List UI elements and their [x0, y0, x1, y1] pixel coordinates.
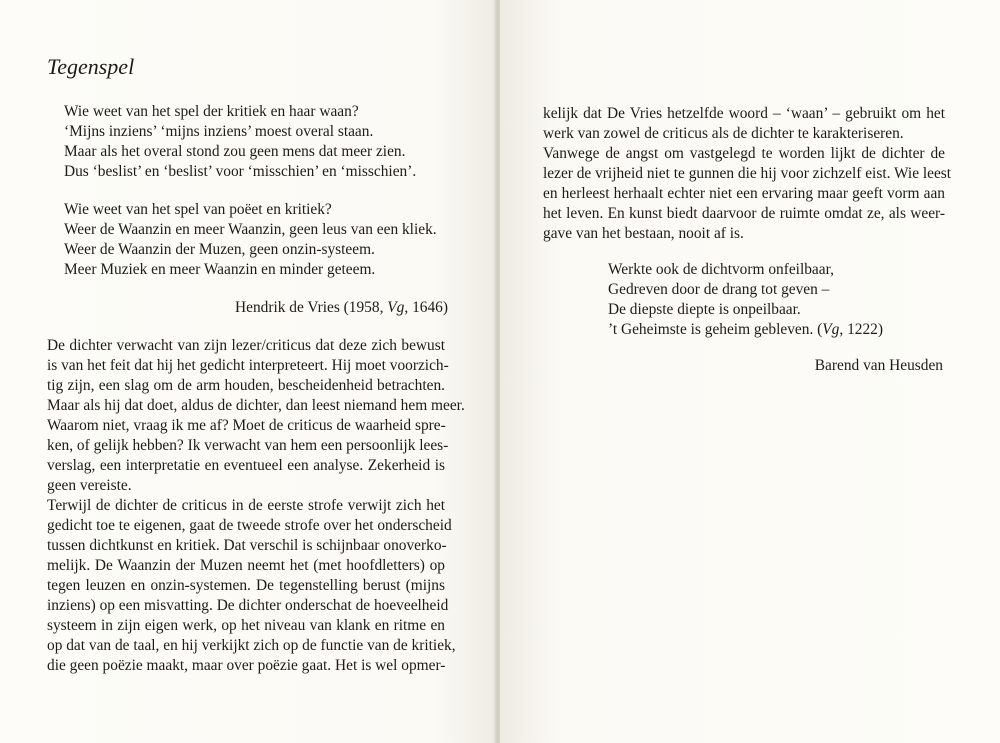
- poem-line: Weer de Waanzin en meer Waanzin, geen leus van een kliek.: [64, 221, 437, 238]
- prose-line: gedicht toe te eigenen, gaat de tweede strofe over het onderscheid: [47, 517, 452, 534]
- poem-line: Gedreven door de drang tot geven –: [608, 281, 830, 298]
- prose-line: melijk. De Waanzin der Muzen neemt het (met hoofdletters) op: [47, 557, 445, 574]
- essay-text-left: [47, 336, 465, 676]
- prose-line: Terwijl de dichter de criticus in de eerste strofe verwijt zich het: [47, 497, 445, 514]
- prose-line: inziens) op een misvatting. De dichter onderschat de hoeveelheid: [47, 597, 449, 614]
- prose-line: gave van het bestaan, nooit af is.: [543, 225, 744, 242]
- poem-line: ‘Mijns inziens’ ‘mijns inziens’ moest overal staan.: [64, 123, 374, 140]
- quoted-poem: [608, 260, 883, 340]
- poem-title: Tegenspel: [47, 54, 135, 79]
- prose-line: het leven. En kunst biedt daarvoor de ruimte omdat ze, als weer-: [543, 205, 945, 222]
- poem-line: Meer Muziek en meer Waanzin en minder geteem.: [64, 261, 376, 278]
- poem-line-text: ’t Geheimste is geheim gebleven. (: [608, 321, 823, 338]
- essay-author: Barend van Heusden: [814, 357, 943, 374]
- prose-line: Vanwege de angst om vastgelegd te worden lijkt de dichter de: [543, 145, 945, 162]
- prose-line: werk van zowel de criticus als de dichter te karakteriseren.: [543, 125, 904, 142]
- poem-page: , 1222): [839, 321, 883, 338]
- poem-line: De diepste diepte is onpeilbaar.: [608, 301, 801, 318]
- attribution-author: Hendrik de Vries (1958,: [235, 299, 388, 316]
- poem-line: [608, 320, 883, 340]
- poem-stanza-2: [64, 200, 464, 280]
- poem-stanza-1: [64, 102, 464, 182]
- attribution-source: Vg: [387, 299, 405, 316]
- prose-line: en herleest herhaalt echter niet een ervaring maar geeft vorm aan: [543, 185, 945, 202]
- prose-line: systeem in zijn eigen werk, op het niveau van klank en ritme en: [47, 617, 445, 634]
- prose-line: verslag, een interpretatie en eventueel een analyse. Zekerheid is: [47, 457, 445, 474]
- prose-line: tig zijn, een slag om de arm houden, bescheidenheid betrachten.: [47, 377, 445, 394]
- prose-line: op dat van de taal, en hij verkijkt zich op de functie van de kritiek,: [47, 637, 456, 654]
- poem-attribution: [235, 298, 448, 318]
- prose-line: tussen dichtkunst en kritiek. Dat verschil is schijnbaar onoverko-: [47, 537, 447, 554]
- prose-line: kelijk dat De Vries hetzelfde woord – ‘waan’ – gebruikt om het: [543, 105, 945, 122]
- poem-line: Weer de Waanzin der Muzen, geen onzin-systeem.: [64, 241, 375, 258]
- prose-line: tegen leuzen en onzin-systemen. De tegenstelling berust (mijns: [47, 577, 445, 594]
- prose-line: De dichter verwacht van zijn lezer/criticus dat deze zich bewust: [47, 337, 445, 354]
- prose-line: Maar als hij dat doet, aldus de dichter, dan leest niemand hem meer.: [47, 397, 465, 414]
- right-page: [500, 0, 1000, 743]
- poem-line: Wie weet van het spel van poëet en kritiek?: [64, 201, 332, 218]
- prose-line: ken, of gelijk hebben? Ik verwacht van hem een persoonlijk lees-: [47, 437, 449, 454]
- prose-line: is van het feit dat hij het gedicht interpreteert. Hij moet voorzich-: [47, 357, 449, 374]
- attribution-page: , 1646): [404, 299, 448, 316]
- poem-source: Vg: [822, 321, 840, 338]
- prose-line: lezer de vrijheid niet te gunnen die hij voor zichzelf eist. Wie leest: [543, 165, 952, 182]
- poem-line: Dus ‘beslist’ en ‘beslist’ voor ‘misschien’ en ‘misschien’.: [64, 163, 417, 180]
- poem-line: Maar als het overal stond zou geen mens dat meer zien.: [64, 143, 406, 160]
- left-page: [0, 0, 496, 743]
- essay-text-right: [543, 104, 952, 244]
- poem-line: Wie weet van het spel der kritiek en haar waan?: [64, 103, 359, 120]
- prose-line: die geen poëzie maakt, maar over poëzie gaat. Het is wel opmer-: [47, 657, 446, 674]
- prose-line: geen vereiste.: [47, 477, 132, 494]
- poem-line: Werkte ook de dichtvorm onfeilbaar,: [608, 261, 834, 278]
- prose-line: Waarom niet, vraag ik me af? Moet de criticus de waarheid spre-: [47, 417, 446, 434]
